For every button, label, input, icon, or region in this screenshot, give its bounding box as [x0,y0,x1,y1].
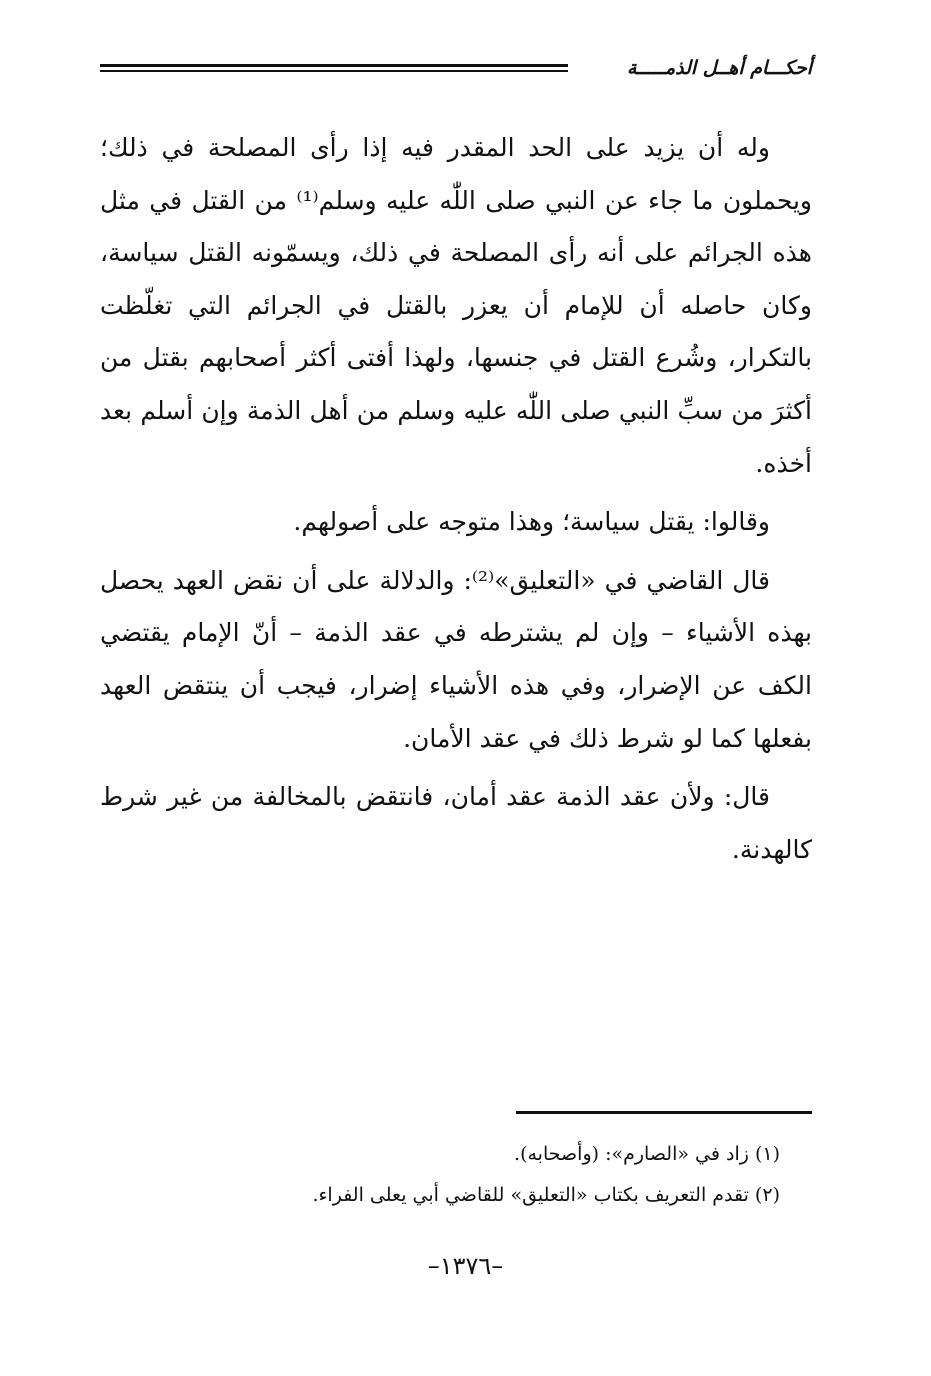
page-number: –١٣٧٦– [427,1252,504,1280]
body-paragraph: وله أن يزيد على الحد المقدر فيه إذا رأى المصلحة في ذلك؛ ويحملون ما جاء عن النبي صلى اللّٰه عليه وسلم⁽¹⁾ من القتل في مثل هذه الجرائم على أنه رأى المصلحة في ذلك، ويسمّونه القتل سياسة، وكان حاصله أن للإمام أن يعزر بالقتل في الجرائم التي تغلّظت بالتكرار، وشُرع القتل في جنسها، ولهذا أفتى أكثر أصحابهم بقتل من أكثرَ من سبِّ النبي صلى اللّٰه عليه وسلم من أهل الذمة وإن أسلم بعد أخذه. [100,133,812,478]
body-paragraph: قال: ولأن عقد الذمة عقد أمان، فانتقض بالمخالفة من غير شرط كالهدنة. [100,782,812,864]
footnote-2: (٢) تقدم التعريف بكتاب «التعليق» للقاضي أبي يعلى الفراء. [312,1184,780,1206]
footnote-separator [516,1111,812,1114]
body-paragraph: قال القاضي في «التعليق»⁽²⁾: والدلالة على أن نقض العهد يحصل بهذه الأشياء – وإن لم يشترطه في عقد الذمة – أنّ الإمام يقتضي الكف عن الإضرار، وفي هذه الأشياء إضرار، فيجب أن ينتقض العهد بفعلها كما لو شرط ذلك في عقد الأمان. [100,565,812,753]
main-text [100,122,812,882]
header-double-rule [100,64,568,72]
running-header-title: أحكـــام أهــل الذمـــــة [626,57,812,79]
body-paragraph: وقالوا: يقتل سياسة؛ وهذا متوجه على أصولهم. [293,507,770,537]
footnotes [100,1134,812,1216]
footnote-1: (١) زاد في «الصارم»: (وأصحابه). [514,1143,780,1165]
running-header [100,48,812,88]
